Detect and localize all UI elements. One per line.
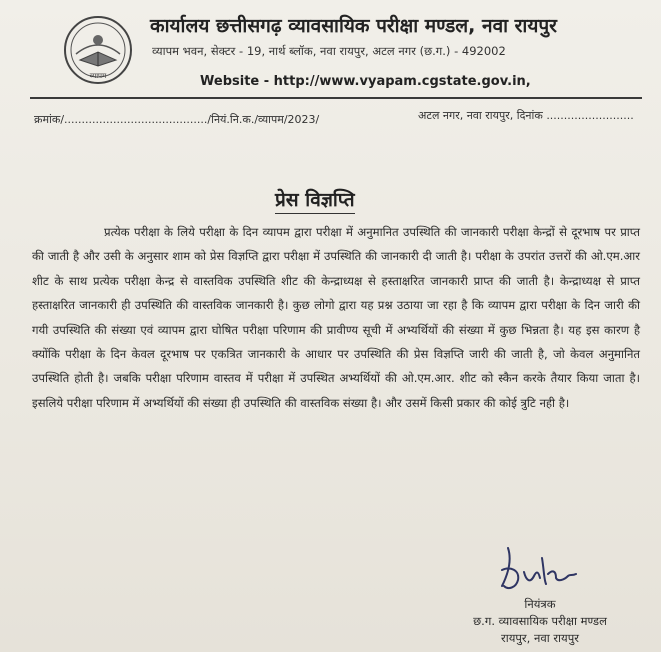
organization-name: कार्यालय छत्तीसगढ़ व्यावसायिक परीक्षा मण्डल, नवा रायपुर xyxy=(150,15,557,37)
signatory-designation: नियंत्रक xyxy=(524,597,556,611)
signatory-place: रायपुर, नवा रायपुर xyxy=(501,631,579,645)
svg-text:व्यापम: व्यापम xyxy=(89,72,107,80)
vyapam-emblem-logo xyxy=(60,14,136,86)
signatory-office: छ.ग. व्यावसायिक परीक्षा मण्डल xyxy=(473,614,607,628)
notice-title: प्रेस विज्ञप्ति xyxy=(275,186,355,214)
website-line: Website - http://www.vyapam.cgstate.gov.in, xyxy=(200,74,531,89)
notice-body-text: प्रत्येक परीक्षा के लिये परीक्षा के दिन व्यापम द्वारा परीक्षा में अनुमानित उपस्थिति की जानकारी परीक्षा केन्द्रों से दूरभाष पर प्राप्त की जाती है और उसी के अनुसार शाम को प्रेस विज्ञप्ति द्वारा परीक्षा में उपस्थिति की जानकारी दी जाती है। परीक्षा के उपरांत उत्तरों की ओ.एम.आर शीट के साथ प्रत्येक परीक्षा केन्द्र से वास्तविक उपस्थिति शीट की केन्द्राध्यक्ष से हस्ताक्षरित जानकारी प्राप्त की जाती है। केन्द्राध्यक्ष से प्राप्त हस्ताक्षरित जानकारी ही उपस्थिति की वास्तविक जानकारी है। कुछ लोगो द्वारा यह प्रश्न उठाया जा रहा है कि व्यापम द्वारा परीक्षा के दिन जारी की गयी उपस्थिति की संख्या एवं व्यापम द्वारा घोषित परीक्षा परिणाम की प्रावीण्य सूची में अभ्यर्थियों की संख्या में कुछ भिन्नता है। यह इस कारण है क्योंकि परीक्षा के दिन केवल दूरभाष पर एकत्रित जानकारी के आधार पर उपस्थिति की प्रेस विज्ञप्ति जारी की जाती है, जो केवल अनुमानित उपस्थिति होती है। जबकि परीक्षा परिणाम वास्तव में परीक्षा में उपस्थित अभ्यर्थियों की ओ.एम.आर. शीट को स्कैन करके तैयार किया जाता है। इसलिये परीक्षा परिणाम में अभ्यर्थियों की संख्या ही उपस्थिति की वास्तविक संख्या है। और उसमें किसी प्रकार की कोई त्रुटि नही है। xyxy=(32,225,640,410)
place-date-line: अटल नगर, नवा रायपुर, दिनांक ......................... xyxy=(418,109,634,122)
signatory-block xyxy=(440,596,640,647)
controller-signature xyxy=(498,540,578,596)
header-divider xyxy=(30,97,642,99)
reference-number: क्रमांक/........................................./नियं.नि.क./व्यापम/2023/ xyxy=(34,113,320,126)
organization-address: व्यापम भवन, सेक्टर - 19, नार्थ ब्लॉक, नवा रायपुर, अटल नगर (छ.ग.) - 492002 xyxy=(152,44,506,58)
notice-body xyxy=(32,220,640,415)
